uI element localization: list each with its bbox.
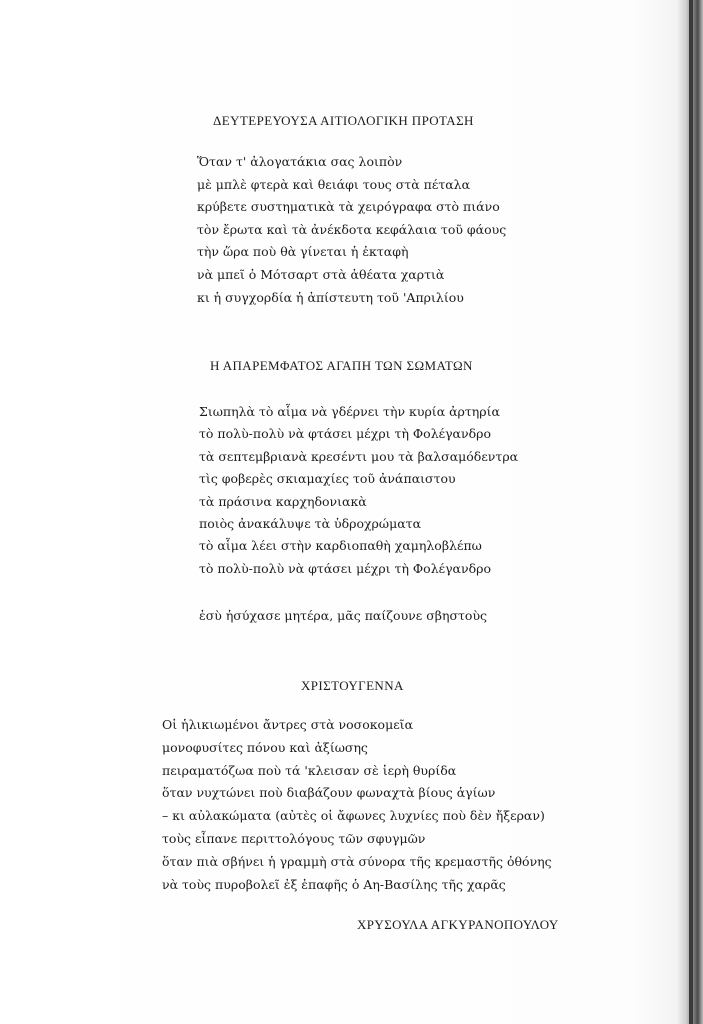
poem-stanza — [162, 714, 552, 896]
poem-line: τὰ σεπτεμβριανὰ κρεσέντι μου τὰ βαλσαμόδεντρα — [199, 448, 519, 464]
poem-line: τὸ αἷμα λέει στὴν καρδιοπαθὴ χαμηλοβλέπω — [199, 538, 482, 554]
poem-line: τὸ πολὺ-πολὺ νὰ φτάσει μέχρι τὴ Φολέγανδρο — [199, 426, 491, 442]
poem-line: κι ἡ συγχορδία ἡ ἀπίστευτη τοῦ 'Απριλίου — [197, 289, 464, 305]
poem-line: Οἱ ἡλικιωμένοι ἄντρες στὰ νοσοκομεῖα — [162, 717, 414, 732]
poem-line: τὸ πολὺ-πολὺ νὰ φτάσει μέχρι τὴ Φολέγανδρο — [199, 560, 491, 576]
poem-line: κρύβετε συστηματικὰ τὰ χειρόγραφα στὸ πιάνο — [197, 199, 500, 215]
poem-line: – κι αὐλακώματα (αὐτὲς οἱ ἄφωνες λυχνίες ποὺ δὲν ἤξεραν) — [162, 808, 545, 824]
poem-title: ΔΕΥΤΕΡΕΥΟΥΣΑ ΑΙΤΙΟΛΟΓΙΚΗ ΠΡΟΤΑΣΗ — [213, 113, 474, 128]
poem-line: ὅταν νυχτώνει ποὺ διαβάζουν φωναχτὰ βίους ἁγίων — [162, 785, 496, 801]
poem-line: μὲ μπλὲ φτερὰ καὶ θειάφι τους στὰ πέταλα — [197, 176, 471, 192]
poem-line: μονοφυσίτες πόνου καὶ ἀξίωσης — [162, 739, 368, 755]
poem-stanza — [197, 151, 506, 309]
poem-line: νὰ μπεῖ ὁ Μότσαρτ στὰ ἀθέατα χαρτιὰ — [197, 266, 445, 282]
poem-line: τὶς φοβερὲς σκιαμαχίες τοῦ ἀνάπαιστου — [199, 471, 456, 487]
poem-line: ποιὸς ἀνακάλυψε τὰ ὑδροχρώματα — [199, 516, 422, 532]
poem-stanza — [199, 401, 518, 580]
poem-line: τοὺς εἶπανε περιττολόγους τῶν σφυγμῶν — [162, 830, 426, 846]
poem-line: τὰ πράσινα καρχηδονιακὰ — [199, 493, 367, 509]
poem-line: τὸν ἔρωτα καὶ τὰ ἀνέκδοτα κεφάλαια τοῦ φάους — [197, 221, 507, 237]
author-name: ΧΡΥΣΟΥΛΑ ΑΓΚΥΡΑΝΟΠΟΥΛΟΥ — [357, 917, 559, 932]
poem-line: Ὅταν τ' ἀλογατάκια σας λοιπὸν — [197, 154, 403, 169]
poem-line: Σιωπηλὰ τὸ αἷμα νὰ γδέρνει τὴν κυρία ἀρτηρία — [199, 404, 500, 419]
poem-title: Η ΑΠΑΡΕΜΦΑΤΟΣ ΑΓΑΠΗ ΤΩΝ ΣΩΜΑΤΩΝ — [210, 358, 473, 373]
page-binding-edge — [689, 0, 693, 1024]
poem-line: ὅταν πιὰ σβήνει ἡ γραμμὴ στὰ σύνορα τῆς κρεμαστῆς ὀθόνης — [162, 853, 552, 869]
poem-line: πειραματόζωα ποὺ τά 'κλεισαν σὲ ἱερὴ θυρίδα — [162, 762, 457, 778]
poem-closing-line: ἐσὺ ἡσύχασε μητέρα, μᾶς παίζουνε σβηστοὺς — [199, 608, 488, 623]
poem-title: ΧΡΙΣΤΟΥΓΕΝΝΑ — [301, 678, 404, 693]
poem-line: τὴν ὥρα ποὺ θὰ γίνεται ἡ ἐκταφὴ — [197, 244, 409, 260]
poem-line: νὰ τοὺς πυροβολεῖ ἐξ ἐπαφῆς ὁ Αη-Βασίλης τῆς χαρᾶς — [162, 876, 506, 892]
